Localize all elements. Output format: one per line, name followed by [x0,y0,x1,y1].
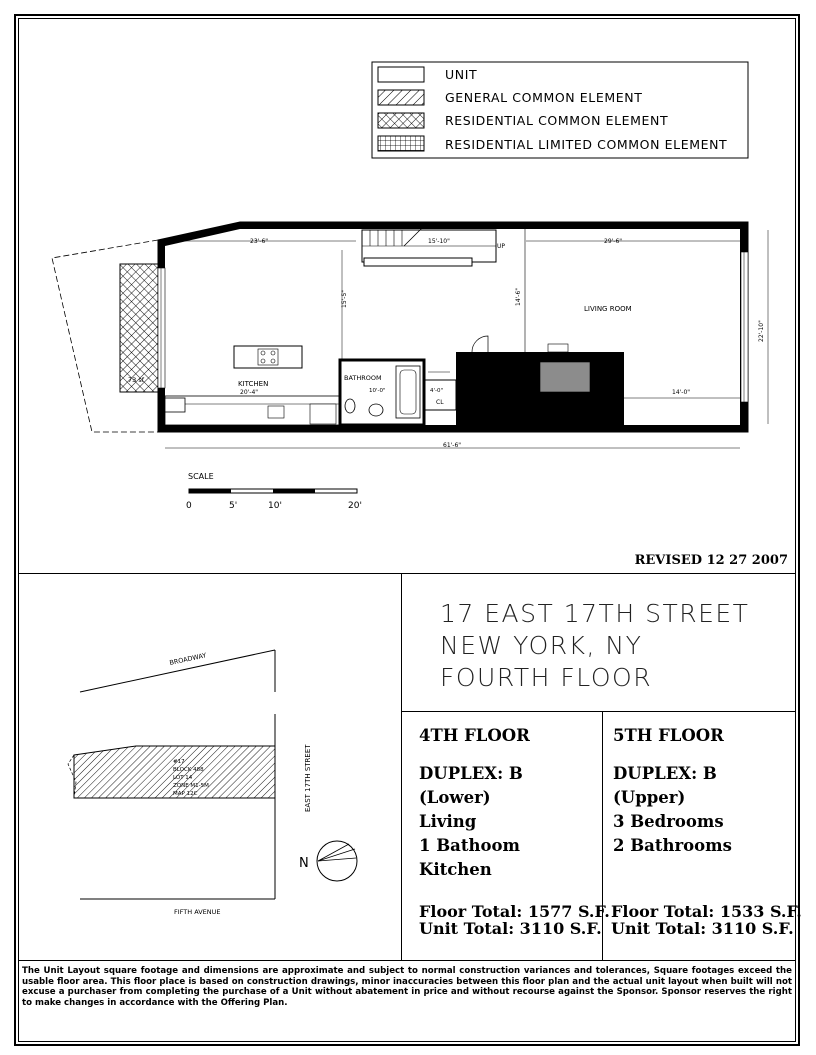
fourth-floor-column [419,724,610,954]
address-line-1: 17 EAST 17TH STREET [440,599,750,628]
living-bottom-dim: 14'-0" [672,389,691,396]
legend-label-general: GENERAL COMMON ELEMENT [445,90,643,105]
bathroom [340,360,424,425]
fourth-line-3: 1 Bathoom [419,836,520,855]
dim-top-left: 23'-6" [250,238,269,245]
legend-swatch-limited [378,136,424,151]
terrace [52,240,158,432]
elevator-label: ELEVATOR [463,404,494,411]
fourth-line-4: Kitchen [419,860,492,879]
fourth-line-1: DUPLEX: B (Lower) [419,764,523,807]
stair-up2-label: UP [600,401,609,408]
legend-label-unit: UNIT [445,67,478,82]
legend-label-limited: RESIDENTIAL LIMITED COMMON ELEMENT [445,137,728,152]
fifth-floor-total: Floor Total: 1533 S.F. [611,902,802,921]
closet-label: CL [436,399,444,406]
legend-swatch-unit [378,67,424,82]
dim-vert-kitchen: 15'-5" [341,289,348,308]
closet-dim: 4'-0" [430,388,444,394]
scale-tick-0: 0 [186,501,192,511]
legend-swatch-residential [378,113,424,128]
legend-swatch-general [378,90,424,105]
fifth-line-2: 3 Bedrooms [613,812,724,831]
fifth-unit-total: Unit Total: 3110 S.F. [611,919,794,938]
address-line-3: FOURTH FLOOR [440,663,653,692]
bathroom-label: BATHROOM [344,374,382,382]
dim-bottom: 61'-6" [443,442,462,449]
legend-label-residential: RESIDENTIAL COMMON ELEMENT [445,113,669,128]
address-line-2: NEW YORK, NY [440,631,643,660]
fifth-line-1: DUPLEX: B (Upper) [613,764,717,807]
fourth-floor-total: Floor Total: 1577 S.F. [419,902,610,921]
divider-floors [602,711,603,960]
address-block [440,598,749,694]
fourth-unit-total: Unit Total: 3110 S.F. [419,919,602,938]
fifth-floor-column [611,724,802,954]
disclaimer-text: The Unit Layout square footage and dimensions are approximate and subject to normal construction variances and tolerances, Square footages exceed the usable floor area. This floor place is based on construction drawings, minor inaccuracies between this floor plan and the actual unit layout when built will not excuse a purchaser from completing the purchase of a Unit without abatement in price and without recourse against the Sponsor. Sponsor reserves the right to make changes in accordance with the Offering Plan. [22,966,792,1008]
fourth-line-2: Living [419,812,477,831]
fourth-floor-heading: 4TH FLOOR [419,726,530,745]
dim-top-right: 29'-6" [604,238,623,245]
terrace-area: 73 sf [128,376,145,384]
lot-line-5: MAP 12C [173,791,198,797]
lot-line-4: ZONE M1-5M [173,783,209,789]
street-broadway: BROADWAY [168,651,208,667]
north-arrow [299,841,357,881]
fifth-floor-heading: 5TH FLOOR [613,726,724,745]
street-fifth-avenue: FIFTH AVENUE [174,908,221,916]
legend [372,62,748,158]
lot-line-2: BLOCK 488 [173,767,204,773]
divider-footer [18,960,796,961]
fifth-line-3: 2 Bathrooms [613,836,732,855]
divider-address [401,711,796,712]
scale-tick-20: 20' [348,501,362,511]
dim-vert-mid: 14'-6" [515,287,522,306]
dim-right-side: 22'-10" [758,320,765,342]
scale-title: SCALE [188,472,214,481]
closet [424,372,456,410]
kitchen-label: KITCHEN [238,380,269,388]
north-label: N [299,856,309,871]
revised-date: REVISED 12 27 2007 [634,553,788,568]
street-east-17th: EAST 17TH STREET [304,744,312,812]
scale-tick-10: 10' [268,501,282,511]
living-label: LIVING ROOM [584,305,632,313]
kitchen-dim: 20'-4" [240,389,259,396]
site-plan [18,574,418,960]
kitchen [165,250,348,425]
scale-bar [186,472,362,511]
stair-up-label: UP [497,243,506,250]
stair-dn-label: DN [600,373,610,380]
elevator-core [456,336,624,425]
bathroom-dim: 10'-0" [369,388,386,394]
lot-line-1: #17 [173,759,185,765]
staircase [362,228,505,266]
scale-tick-5: 5' [229,501,238,511]
lot-line-3: LOT 14 [173,775,193,781]
dim-top-mid: 15'-10" [428,238,450,245]
